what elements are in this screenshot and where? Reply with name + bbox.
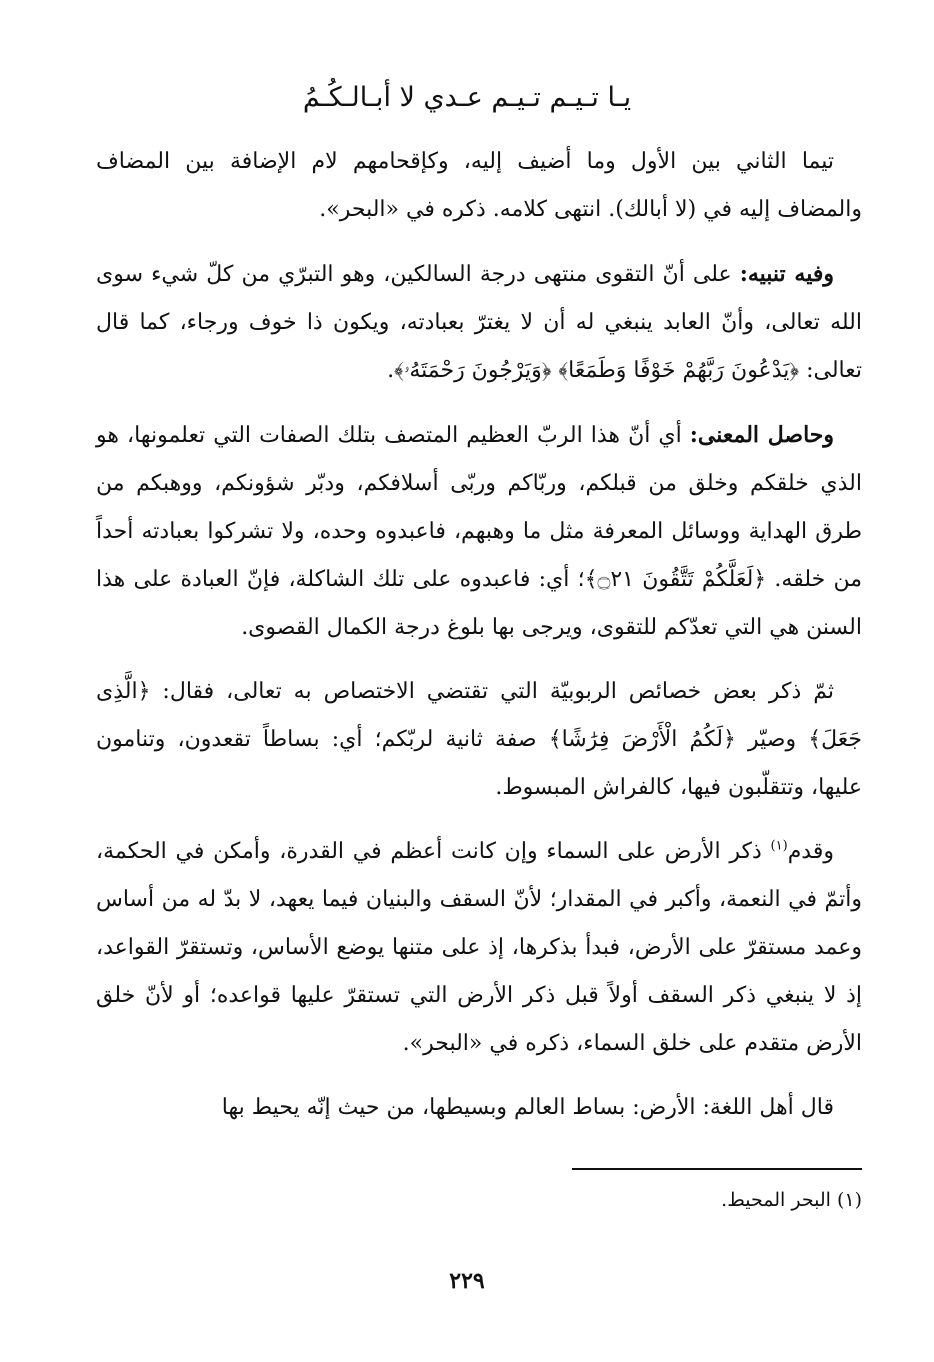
paragraph-3 (96, 411, 862, 652)
paragraph-1-text: تيما الثاني بين الأول وما أضيف إليه، وكإقحامهم لام الإضافة بين المضاف والمضاف إليه في (لا أبالك). انتهى كلامه. ذكره في «البحر». (96, 149, 862, 222)
footnote-divider (572, 1168, 862, 1170)
body-text (96, 138, 862, 1148)
footnote-marker: (١) (836, 1189, 862, 1211)
page-number: ٢٢٩ (449, 1268, 485, 1294)
footnote-text: البحر المحيط. (721, 1189, 831, 1211)
paragraph-6 (96, 1084, 862, 1132)
paragraph-5-text: ذكر الأرض على السماء وإن كانت أعظم في القدرة، وأمكن في الحكمة، وأتمّ في النعمة، وأكبر في المقدار؛ لأنّ السقف والبنيان فيما يعهد، لا بدّ له من أساس وعمد مستقرّ على الأرض، فبدأ بذكرها، إذ على متنها يوضع الأساس، وتستقرّ القواعد، إذ لا ينبغي ذكر السقف أولاً قبل ذكر الأرض التي تستقرّ عليها قواعده؛ أو لأنّ خلق الأرض متقدم على خلق السماء، ذكره في «البحر». (96, 839, 862, 1056)
paragraph-4-text: ثمّ ذكر بعض خصائص الربوبيّة التي تقتضي الاختصاص به تعالى، فقال: ﴿الَّذِى جَعَلَ﴾ وصيّر ﴿لَكُمُ الْأَرْضَ فِرَٰشًا﴾ صفة ثانية لربّكم؛ أي: بساطاً تقعدون، وتنامون عليها، وتتقلّبون فيها، كالفراش المبسوط. (96, 679, 862, 800)
footnote (96, 1185, 862, 1215)
paragraph-2-text: على أنّ التقوى منتهى درجة السالكين، وهو التبرّي من كلّ شيء سوى الله تعالى، وأنّ العابد ينبغي له أن لا يغترّ بعبادته، ويكون ذا خوف ورجاء، كما قال تعالى: ﴿يَدْعُونَ رَبَّهُمْ خَوْفًا وَطَمَعًا﴾ ﴿وَيَرْجُونَ رَحْمَتَهُۥ﴾. (96, 262, 862, 383)
running-title: يـا تـيـم تـيـم عـدي لا أبـالـكُـمُ (302, 82, 632, 113)
footnote-reference: (١) (770, 838, 788, 854)
paragraph-4 (96, 668, 862, 812)
paragraph-3-lead: وحاصل المعنى: (689, 422, 834, 448)
paragraph-3-text: أي أنّ هذا الربّ العظيم المتصف بتلك الصفات التي تعلمونها، هو الذي خلقكم وخلق من قبلكم، وربّاكم وربّى أسلافكم، ودبّر شؤونكم، ووهبكم من طرق الهداية ووسائل المعرفة مثل ما وهبهم، فاعبدوه وحده، ولا تشركوا بعبادته أحداً من خلقه. ﴿لَعَلَّكُمْ تَتَّقُونَ ۝٢١﴾؛ أي: فاعبدوه على تلك الشاكلة، فإنّ العبادة على هذا السنن هي التي تعدّكم للتقوى، ويرجى بها بلوغ درجة الكمال القصوى. (96, 423, 862, 640)
paragraph-1 (96, 138, 862, 234)
paragraph-5-text-before: وقدم (787, 839, 834, 864)
paragraph-5 (96, 828, 862, 1068)
paragraph-6-text: قال أهل اللغة: الأرض: بساط العالم وبسيطها، من حيث إنّه يحيط بها (221, 1095, 834, 1120)
paragraph-2-lead: وفيه تنبيه: (739, 261, 834, 287)
paragraph-2 (96, 250, 862, 395)
